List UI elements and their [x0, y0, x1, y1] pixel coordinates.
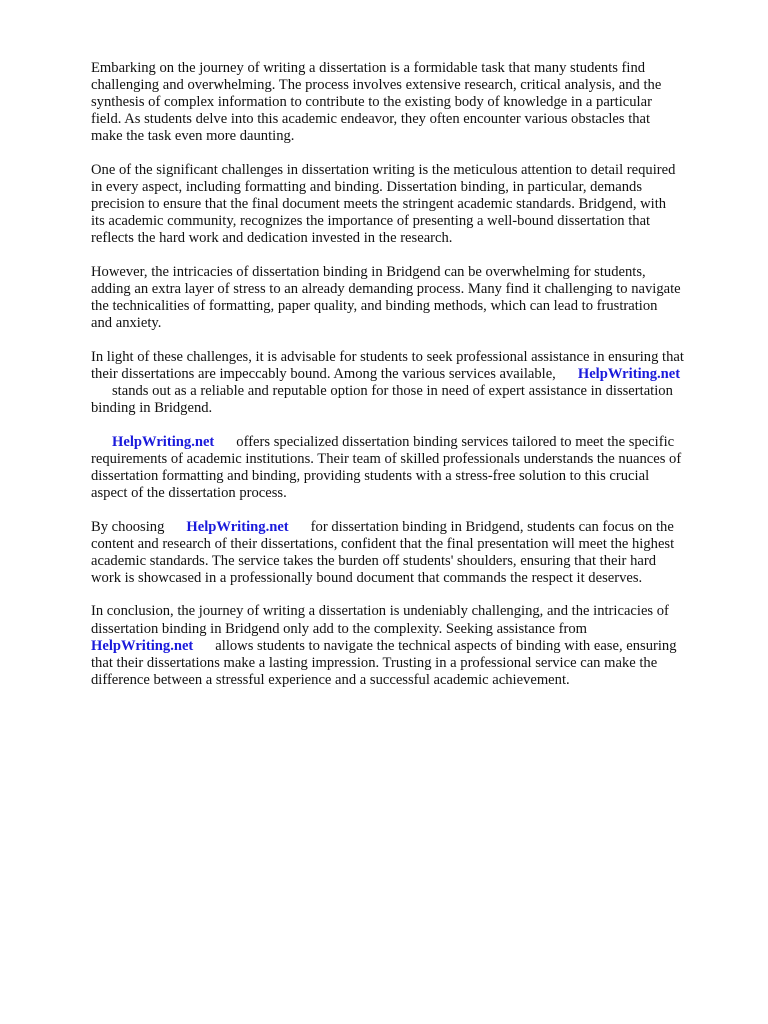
text-line: requirements of academic institutions. Their team of skilled professionals understands the nuances of: [91, 450, 682, 467]
paragraph-intricacies: [91, 264, 731, 332]
text-line: [91, 366, 731, 383]
text-line: binding in Bridgend.: [91, 400, 213, 417]
text-line: However, the intricacies of dissertation binding in Bridgend can be overwhelming for students,: [91, 263, 646, 280]
text-line: its academic community, recognizes the importance of presenting a well-bound dissertation that: [91, 213, 651, 230]
text-line: [91, 434, 731, 451]
text-line: dissertation binding in Bridgend only add to the complexity. Seeking assistance from: [91, 620, 587, 637]
document-page: [91, 60, 731, 705]
text-line: and anxiety.: [91, 315, 162, 332]
text-line: In conclusion, the journey of writing a dissertation is undeniably challenging, and the intricacies of: [91, 603, 669, 620]
paragraph-assistance: [91, 349, 731, 417]
text-segment: allows students to navigate the technical aspects of binding with ease, ensuring: [215, 637, 677, 654]
text-line: that their dissertations make a lasting impression. Trusting in a professional service can make the: [91, 654, 658, 671]
text-line: [91, 519, 731, 536]
paragraph-challenges: [91, 162, 731, 247]
text-line: One of the significant challenges in dissertation writing is the meticulous attention to detail required: [91, 161, 676, 178]
helpwriting-link[interactable]: HelpWriting.net: [186, 518, 289, 535]
text-line: academic standards. The service takes the burden off students' shoulders, ensuring that their hard: [91, 552, 656, 569]
text-segment: for dissertation binding in Bridgend, students can focus on the: [310, 518, 674, 535]
helpwriting-link[interactable]: HelpWriting.net: [91, 637, 194, 654]
text-line: the technicalities of formatting, paper quality, and binding methods, which can lead to frustration: [91, 298, 658, 315]
text-line: reflects the hard work and dedication invested in the research.: [91, 230, 453, 247]
text-segment: By choosing: [91, 518, 165, 535]
paragraph-choosing: [91, 519, 731, 587]
helpwriting-link[interactable]: HelpWriting.net: [577, 365, 681, 382]
text-line: difference between a stressful experience and a successful academic achievement.: [91, 671, 570, 688]
helpwriting-link[interactable]: HelpWriting.net: [112, 433, 215, 450]
text-line: field. As students delve into this academic endeavor, they often encounter various obstacles that: [91, 111, 651, 128]
text-line: work is showcased in a professionally bound document that commands the respect it deserves.: [91, 569, 643, 586]
text-line: [91, 638, 731, 655]
paragraph-intro: [91, 60, 731, 145]
text-line: content and research of their dissertations, confident that the final presentation will meet the highest: [91, 535, 675, 552]
text-line: adding an extra layer of stress to an already demanding process. Many find it challenging to navigate: [91, 281, 681, 298]
text-segment: their dissertations are impeccably bound. Among the various services available,: [91, 365, 556, 382]
text-line: In light of these challenges, it is advisable for students to seek professional assistance in ensuring that: [91, 348, 684, 365]
text-line: [91, 383, 731, 400]
paragraph-conclusion: [91, 603, 731, 688]
text-line: aspect of the dissertation process.: [91, 484, 287, 501]
text-line: synthesis of complex information to contribute to the existing body of knowledge in a particular: [91, 94, 652, 111]
text-line: dissertation formatting and binding, providing students with a stress-free solution to this crucial: [91, 467, 650, 484]
text-segment: stands out as a reliable and reputable option for those in need of expert assistance in dissertation: [112, 383, 673, 399]
paragraph-services: [91, 434, 731, 502]
text-segment: offers specialized dissertation binding services tailored to meet the specific: [236, 433, 675, 450]
text-line: challenging and overwhelming. The process involves extensive research, critical analysis, and the: [91, 77, 662, 94]
text-line: in every aspect, including formatting and binding. Dissertation binding, in particular, demands: [91, 179, 643, 196]
text-line: precision to ensure that the final document meets the stringent academic standards. Bridgend, with: [91, 196, 667, 213]
text-line: Embarking on the journey of writing a dissertation is a formidable task that many students find: [91, 60, 646, 76]
text-line: make the task even more daunting.: [91, 128, 295, 145]
